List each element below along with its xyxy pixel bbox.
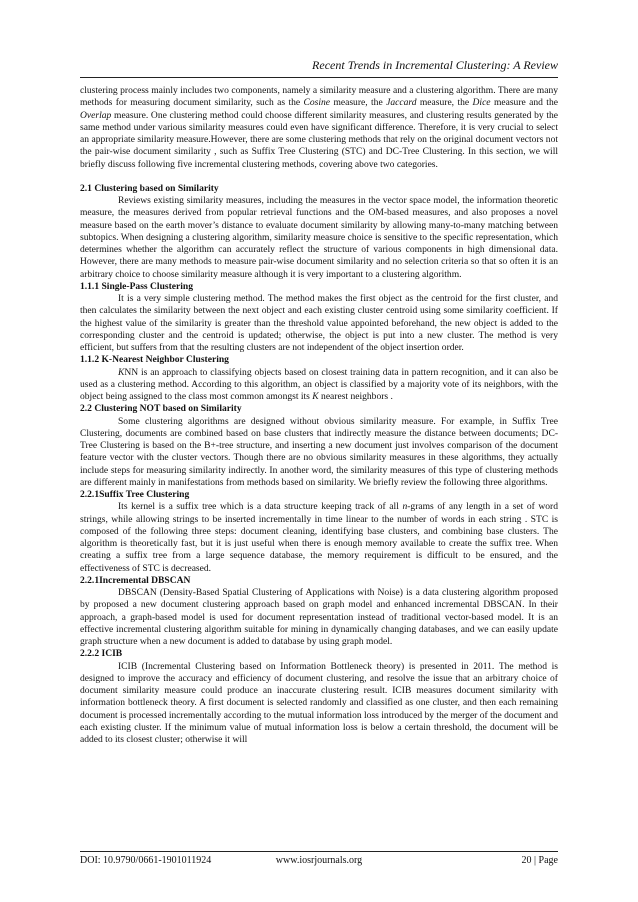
paragraph-1-1-2 — [80, 367, 558, 404]
paragraph-1-1-1: It is a very simple clustering method. The method makes the first object as the centroid for the first cluster, and then calculates the similarity between the next object and each existing cluster centroid using some similarity coefficient. If the highest value of the similarity is greater than the threshold value appointed beforehand, the new object is added to the corresponding cluster and the centroid is updated; otherwise, the object is put into a new cluster. The method is very efficient, but suffers from that the resulting clusters are not independent of the object insertion order. — [80, 293, 558, 353]
text-run: nearest neighbors . — [318, 391, 393, 402]
text-run: clustering process mainly includes two components, namely a similarity measure and a clustering algorithm. There are many methods for measuring document similarity, such as the — [80, 85, 558, 109]
header-rule — [80, 77, 558, 78]
paragraph-2-1: Reviews existing similarity measures, including the measures in the vector space model, the information theoretic measure, the measures derived from popular retrieval functions and the OM-based measures, and also proposes a novel measure based on the earth mover’s distance to evaluate document similarity by allowing many-to-many matching between subtopics. When designing a clustering algorithm, similarity measure choice is sensitive to the specific representation, which determines whether the algorithm can accurately reflect the structure of various components in high dimensional data. However, there are many methods to measure pair-wise document similarity and no selection criteria so that so often it is an arbitrary choice to choose similarity measure although it is very important to a clustering algorithm. — [80, 195, 558, 280]
paragraph-suffix-tree — [80, 501, 558, 575]
term-jaccard: Jaccard — [386, 97, 417, 109]
footer-page-number: 20 | Page — [521, 855, 558, 866]
text-run: NN is an approach to classifying objects based on closest training data in pattern recognition, and it can also be used as a clustering method. According to this algorithm, an object is classified by a majority vote of its neighbors, with the object being assigned to the class most common amongst its — [80, 366, 558, 402]
text-run: -grams of any length in a set of word strings, while allowing strings to be inserted incrementally in time linear to the number of words in each string . STC is composed of the following three steps: document cleaning, identifying base clusters, and combining base clusters. The algorithm is theoretically fast, but it is just useful when there is enough memory available to create the suffix tree. When creating a suffix tree from a large sequence database, the memory requirement is difficult to be ensured, and the effectiveness of STC is decreased. — [80, 501, 559, 574]
heading-2-1: 2.1 Clustering based on Similarity — [80, 182, 219, 194]
paragraph-icib: ICIB (Incremental Clustering based on Information Bottleneck theory) is presented in 2011. The method is designed to improve the accuracy and efficiency of document clustering, and resolve the issue that an arbitrary choice of document similarity measure could produce an inaccurate clustering result. ICIB measures document similarity with information bottleneck theory. A first document is selected randomly and classified as one cluster, and then each remaining document is processed incrementally according to the mutual information loss introduced by the merger of the document and each existing cluster. If the minimum value of mutual information loss is below a certain threshold, the document will be added to its closest cluster; otherwise it will — [80, 660, 558, 745]
paragraph-dbscan: DBSCAN (Density-Based Spatial Clustering of Applications with Noise) is a data clustering algorithm proposed by proposed a new document clustering approach based on graph model and enhanced incremental DBSCAN. In their approach, a graph-based model is used for document representation instead of traditional vector-based model. It is an effective incremental clustering algorithm suitable for mining in dynamically changing databases, and we can easily update graph structure when a new document is added to database by using graph model. — [80, 587, 558, 647]
heading-1-1-2: 1.1.2 K-Nearest Neighbor Clustering — [80, 354, 229, 366]
text-run: measure, the — [416, 97, 473, 109]
intro-paragraph — [80, 85, 558, 171]
term-dice: Dice — [472, 97, 491, 109]
text-run: measure, the — [330, 97, 387, 109]
term-cosine: Cosine — [303, 97, 331, 109]
paragraph-2-2: Some clustering algorithms are designed without obvious similarity measure. For example, in Suffix Tree Clustering, documents are combined based on base clusters that indirectly measure the distance between documents; DC-Tree Clustering is based on the B+-tree structure, and inserting a new document just involves comparison of the document feature vector with the cluster vectors. Though there are no obvious similarity measures in these algorithms, they actually include steps for measuring similarity indirectly. In another word, the similarity measures of this type of clustering methods are different mainly in manifestations from methods based on similarity. We briefly review the following three algorithms. — [80, 415, 558, 488]
text-run: Its kernel is a suffix tree which is a data structure keeping track of all — [118, 501, 403, 513]
term-n: n — [402, 501, 408, 513]
running-header: Recent Trends in Incremental Clustering: A Review — [312, 58, 558, 72]
term-k: K — [312, 391, 319, 402]
heading-2-2-1-suffix-tree: 2.2.1Suffix Tree Clustering — [80, 489, 190, 500]
heading-2-2-2-icib: 2.2.2 ICIB — [80, 648, 123, 660]
term-k: K — [118, 366, 125, 378]
footer-website: www.iosrjournals.org — [275, 855, 363, 866]
text-run: measure. One clustering method could choose different similarity measures, and clustering results generated by the same method under various similarity measures could even have significant difference. Therefore, it is very crucial to select an appropriate similarity measure.However, there are some clustering methods that rely on the original document vectors not the pair-wise document similarity , such as Suffix Tree Clustering (STC) and DC-Tree Clustering. In this section, we will briefly discuss following five incremental clustering methods, covering above two categories. — [80, 109, 558, 170]
footer-doi: DOI: 10.9790/0661-1901011924 — [80, 855, 212, 866]
page-footer — [80, 855, 558, 869]
heading-2-2-1-dbscan: 2.2.1Incremental DBSCAN — [80, 574, 191, 586]
body-text — [80, 85, 558, 746]
footer-rule — [80, 851, 558, 852]
heading-1-1-1: 1.1.1 Single-Pass Clustering — [80, 280, 193, 292]
term-overlap: Overlap — [80, 109, 112, 121]
text-run: measure and the — [490, 97, 558, 109]
heading-2-2: 2.2 Clustering NOT based on Similarity — [80, 403, 242, 415]
